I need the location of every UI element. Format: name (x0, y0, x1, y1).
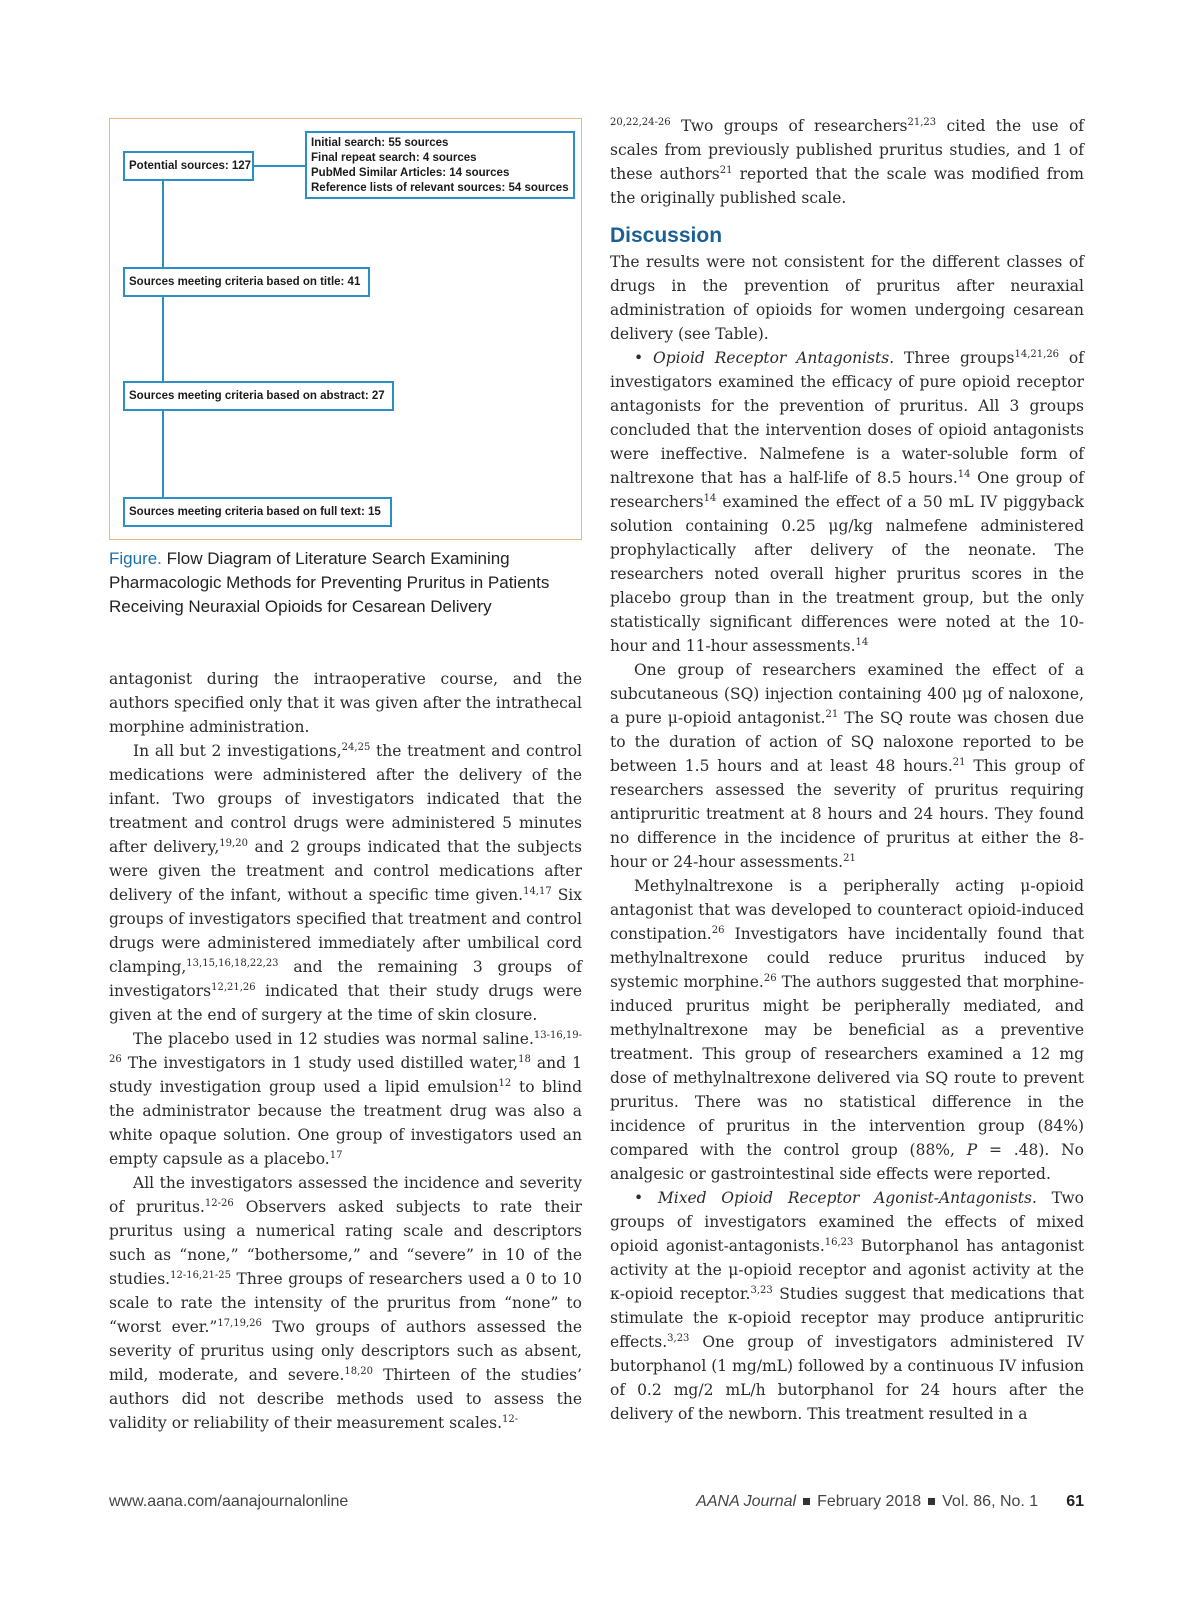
citation: 12 (498, 1077, 512, 1089)
search-sources-box (305, 131, 575, 199)
paragraph (109, 739, 582, 1027)
text-run: The SQ route was chosen due to the duration of action of SQ naloxone reported to be between 1.5 hours and at least 48 hours. (610, 709, 1084, 775)
search-line: PubMed Similar Articles: 14 sources (311, 167, 510, 179)
subsection-title: Opioid Receptor Antagonists. (653, 349, 895, 367)
flow-diagram (109, 118, 582, 540)
citation: 12-26 (204, 1197, 234, 1209)
text-run: Two groups of researchers (670, 117, 908, 135)
citation: 14 (855, 636, 869, 648)
citation: 3,23 (750, 1284, 773, 1296)
text-run: The investigators in 1 study used distilled water, (121, 1054, 519, 1072)
citation: 21 (952, 756, 966, 768)
text-run: examined the effect of a 50 mL IV piggyback solution containing 0.25 μg/kg nalmefene administered prophylactically after delivery of the neonate. The researchers noted overall higher pruritus scores in the placebo group than in the treatment group, but the only statistically significant differences were noted at the 10-hour and 11-hour assessments. (610, 493, 1084, 655)
paragraph (610, 658, 1084, 874)
citation: 14 (703, 492, 717, 504)
left-column (109, 667, 582, 1435)
text-run: the treatment and control medications were administered after the delivery of the infant. Two groups of investigators indicated that the treatment and control drugs were administered 5 minutes after delivery, (109, 742, 582, 856)
citation: 21,23 (907, 116, 937, 128)
citation: 26 (711, 924, 725, 936)
paragraph (610, 874, 1084, 1186)
text-run: reported that the scale was modified from the originally published scale. (610, 165, 1084, 207)
text-run: cited the use of scales from previously published pruritus studies, and 1 of these authors (610, 117, 1085, 183)
text-run: Three groups of researchers used a 0 to 10 scale to rate the intensity of the pruritus from “none” to “worst ever.” (109, 1270, 582, 1336)
text-run: All the investigators assessed the incidence and severity of pruritus. (109, 1174, 582, 1216)
citation: 20,22,24-26 (610, 116, 671, 128)
text-run: In all but 2 investigations, (133, 742, 342, 760)
citation: 21 (843, 852, 856, 864)
citation: 21 (825, 708, 839, 720)
text-run: This group of researchers assessed the severity of pruritus requiring antipruritic treatment at 8 hours and 24 hours. They found no difference in the incidence of pruritus at either the 8-hour or 24-hour assessments. (610, 757, 1085, 871)
text-run: and 2 groups indicated that the subjects were given the treatment and control medications after delivery of the infant, without a specific time given. (109, 838, 582, 904)
caption-text: Flow Diagram of Literature Search Examining Pharmacologic Methods for Preventing Pruritus in Patients Receiving Neuraxial Opioids for Cesarean Delivery (109, 549, 550, 616)
citation: 21 (719, 164, 733, 176)
journal-name: AANA Journal (696, 1493, 797, 1510)
citation: 12- (502, 1413, 519, 1425)
text-run: Methylnaltrexone is a peripherally acting μ-opioid antagonist that was developed to counteract opioid-induced constipation. (610, 877, 1084, 943)
paragraph (610, 1186, 1084, 1426)
text-run: Observers asked subjects to rate their pruritus using a numerical rating scale and descriptors such as “none,” “bothersome,” and “severe” in 10 of the studies. (109, 1198, 582, 1288)
citation: 12-16,21-25 (170, 1269, 231, 1281)
volume: Vol. 86, No. 1 (942, 1493, 1039, 1510)
text-run: Six groups of investigators specified that treatment and control drugs were administered immediately after umbilical cord clamping, (109, 886, 583, 976)
square-separator-icon (803, 1498, 810, 1505)
caption-label: Figure. (109, 549, 162, 568)
section-heading: Discussion (610, 224, 723, 247)
citation: 17,19,26 (217, 1317, 262, 1329)
fulltext-criteria-box: Sources meeting criteria based on full text: 15 (123, 497, 392, 527)
citation: 14,17 (523, 885, 552, 897)
text-run: indicated that their study drugs were given at the end of surgery at the time of skin closure. (109, 982, 582, 1024)
citation: 13-16,19-26 (109, 1029, 582, 1065)
connector-vertical (162, 411, 164, 497)
text-run: Studies suggest that medications that stimulate the κ-opioid receptor may produce antipruritic effects. (610, 1285, 1084, 1351)
page-number: 61 (1066, 1493, 1084, 1510)
bullet: • (634, 1189, 658, 1207)
text-run: Thirteen of the studies’ authors did not describe methods used to assess the validity or reliability of their measurement scales. (109, 1366, 582, 1432)
text-run: = .48). No analgesic or gastrointestinal side effects were reported. (610, 1141, 1084, 1183)
text-run: Two groups of investigators examined the effects of mixed opioid agonist-antagonists. (610, 1189, 1084, 1255)
figure-caption (109, 547, 589, 619)
title-criteria-box: Sources meeting criteria based on title: 41 (123, 267, 370, 297)
text-run: Two groups of authors assessed the severity of pruritus using only descriptors such as absent, mild, moderate, and severe. (109, 1318, 582, 1384)
citation: 19,20 (219, 837, 248, 849)
citation: 18 (518, 1053, 531, 1065)
connector-vertical (162, 297, 164, 381)
search-line: Reference lists of relevant sources: 54 sources (311, 182, 569, 194)
citation: 14 (957, 468, 971, 480)
footer-url[interactable]: www.aana.com/aanajournalonline (109, 1493, 349, 1510)
citation: 12,21,26 (211, 981, 256, 993)
paragraph (610, 114, 1084, 210)
paragraph (109, 1171, 582, 1435)
search-line: Final repeat search: 4 sources (311, 152, 477, 164)
text-run: and the remaining 3 groups of investigators (109, 958, 582, 1000)
text-run: of investigators examined the efficacy of pure opioid receptor antagonists for the prevention of pruritus. All 3 groups concluded that the intervention doses of opioid antagonists were ineffective. Nalmefene is a water-soluble form of naltrexone that has a half-life of 8.5 hours. (610, 349, 1085, 487)
citation: 13,15,16,18,22,23 (186, 957, 279, 969)
citation: 14,21,26 (1014, 348, 1060, 360)
text-run: Investigators have incidentally found that methylnaltrexone could reduce pruritus induced by systemic morphine. (610, 925, 1084, 991)
potential-sources-box: Potential sources: 127 (123, 151, 254, 181)
right-column (610, 114, 1084, 1426)
abstract-criteria-box: Sources meeting criteria based on abstract: 27 (123, 381, 394, 411)
paragraph: The results were not consistent for the different classes of drugs in the prevention of pruritus after neuraxial administration of opioids for women undergoing cesarean delivery (see Table). (610, 253, 1084, 343)
bullet: • (634, 349, 654, 367)
citation: 26 (763, 972, 777, 984)
subsection-title: Mixed Opioid Receptor Agonist-Antagonists. (657, 1189, 1037, 1207)
text-run: The placebo used in 12 studies was normal saline. (133, 1030, 534, 1048)
connector-vertical (162, 181, 164, 267)
citation: 16,23 (824, 1236, 854, 1248)
text-run: to blind the administrator because the treatment drug was also a white opaque solution. One group of investigators used an empty capsule as a placebo. (109, 1078, 582, 1168)
search-line: Initial search: 55 sources (311, 137, 449, 149)
connector-horizontal (254, 165, 306, 167)
text-run: and 1 study investigation group used a lipid emulsion (109, 1054, 582, 1096)
text-run: One group of researchers (610, 469, 1084, 511)
paragraph (109, 1027, 582, 1171)
paragraph: antagonist during the intraoperative course, and the authors specified only that it was given after the intrathecal morphine administration. (109, 670, 582, 736)
citation: 17 (329, 1149, 343, 1161)
text-run: The authors suggested that morphine-induced pruritus might be peripherally mediated, and methylnaltrexone may be beneficial as a preventive treatment. This group of researchers examined a 12 mg dose of methylnaltrexone delivered via SQ route to prevent pruritus. There was no statistical difference in the incidence of pruritus in the intervention group (84%) compared with the control group (88%, (610, 973, 1084, 1159)
text-run: Three groups (894, 349, 1015, 367)
text-run: One group of investigators administered IV butorphanol (1 mg/mL) followed by a continuous IV infusion of 0.2 mg/2 mL/h butorphanol for 24 hours after the delivery of the newborn. This treatment resulted in a (610, 1333, 1084, 1423)
text-run: One group of researchers examined the effect of a subcutaneous (SQ) injection containing 400 μg of naloxone, a pure μ-opioid antagonist. (610, 661, 1084, 727)
citation: 24,25 (341, 741, 371, 753)
footer-citation (696, 1493, 1084, 1511)
p-value-symbol: P (966, 1141, 978, 1159)
text-run: Butorphanol has antagonist activity at the μ-opioid receptor and agonist activity at the κ-opioid receptor. (610, 1237, 1085, 1303)
citation: 18,20 (344, 1365, 374, 1377)
square-separator-icon (928, 1498, 935, 1505)
citation: 3,23 (667, 1332, 690, 1344)
issue-date: February 2018 (817, 1493, 922, 1510)
paragraph (610, 346, 1084, 658)
